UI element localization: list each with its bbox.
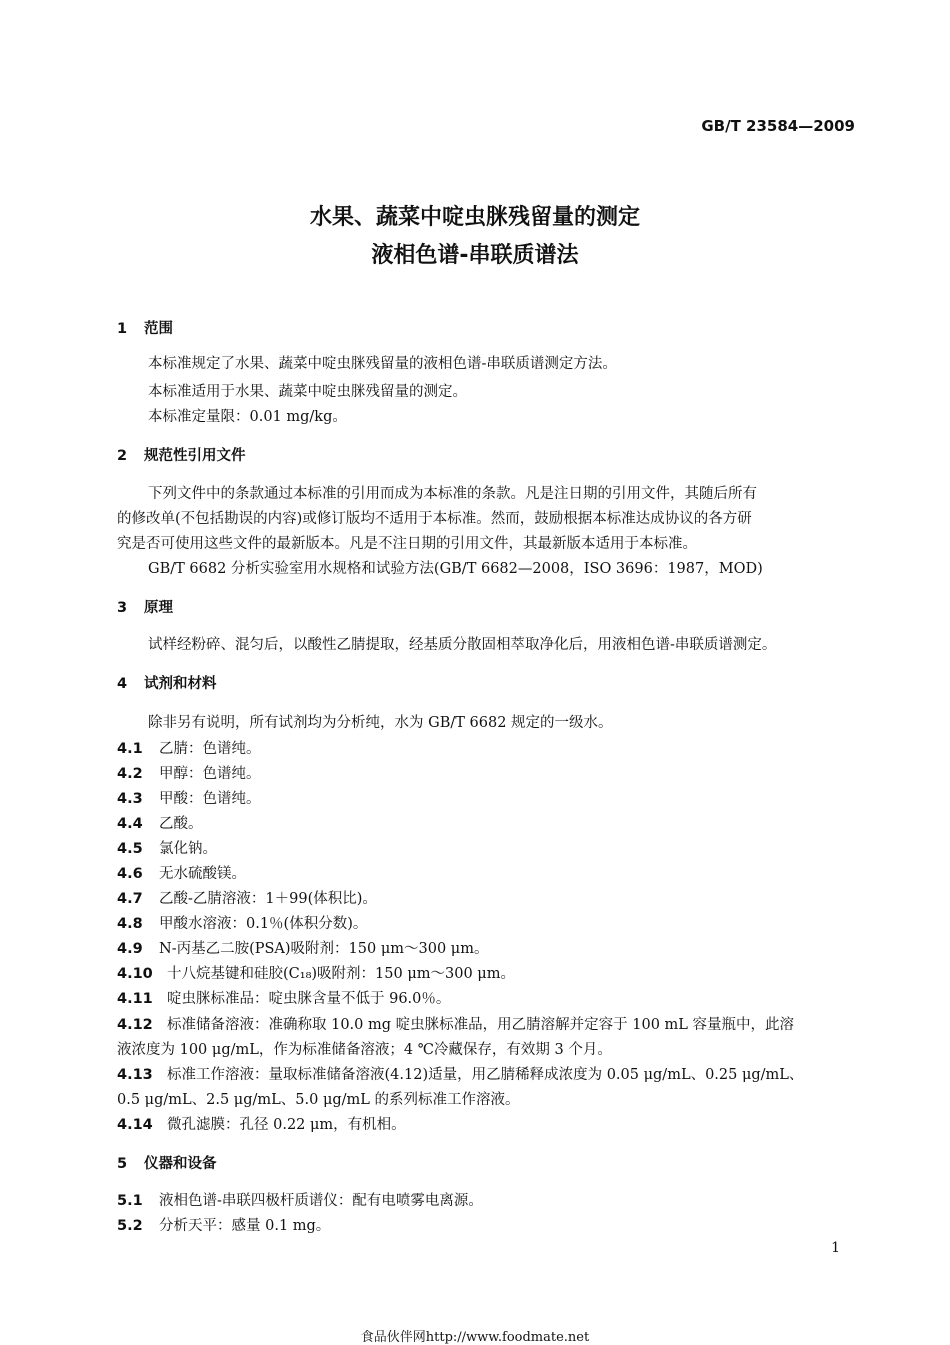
paragraph: 除非另有说明，所有试剂均为分析纯，水为 GB/T 6682 规定的一级水。 [148, 715, 613, 731]
footer-watermark: 食品伙伴网http://www.foodmate.net [360, 1330, 590, 1345]
list-item: 5.2 分析天平：感量 0.1 mg。 [117, 1218, 331, 1234]
list-item: 4.14 微孔滤膜：孔径 0.22 μm，有机相。 [117, 1117, 406, 1133]
section-2-heading: 2 规范性引用文件 [117, 448, 246, 464]
list-item: 5.1 液相色谱-串联四极杆质谱仪：配有电喷雾电离源。 [117, 1193, 483, 1209]
list-item-continuation: 0.5 μg/mL、2.5 μg/mL、5.0 μg/mL 的系列标准工作溶液。 [117, 1092, 520, 1108]
list-item: 4.12 标准储备溶液：准确称取 10.0 mg 啶虫脒标准品，用乙腈溶解并定容于 100 mL 容量瓶中，此溶 [117, 1017, 795, 1033]
list-item: 4.9 N-丙基乙二胺(PSA)吸附剂：150 μm～300 μm。 [117, 941, 489, 957]
page-number: 1 [831, 1240, 840, 1256]
section-4-heading: 4 试剂和材料 [117, 676, 217, 692]
list-item-continuation: 液浓度为 100 μg/mL，作为标准储备溶液；4 ℃冷藏保存，有效期 3 个月。 [117, 1042, 612, 1058]
paragraph: 试样经粉碎、混匀后，以酸性乙腈提取，经基质分散固相萃取净化后，用液相色谱-串联质谱测定。 [148, 637, 777, 653]
list-item: 4.3 甲酸：色谱纯。 [117, 791, 261, 807]
paragraph-line: 下列文件中的条款通过本标准的引用而成为本标准的条款。凡是注日期的引用文件，其随后所有 [148, 486, 757, 502]
list-item: 4.5 氯化钠。 [117, 841, 217, 857]
section-1-heading: 1 范围 [117, 321, 173, 337]
list-item: 4.4 乙酸。 [117, 816, 203, 832]
section-3-heading: 3 原理 [117, 600, 173, 616]
normative-reference: GB/T 6682 分析实验室用水规格和试验方法(GB/T 6682—2008，ISO 3696：1987，MOD) [148, 561, 763, 577]
paragraph: 本标准定量限：0.01 mg/kg。 [148, 409, 347, 425]
list-item: 4.7 乙酸-乙腈溶液：1＋99(体积比)。 [117, 891, 377, 907]
list-item: 4.2 甲醇：色谱纯。 [117, 766, 261, 782]
list-item: 4.13 标准工作溶液：量取标准储备溶液(4.12)适量，用乙腈稀释成浓度为 0.05 μg/mL、0.25 μg/mL、 [117, 1067, 804, 1083]
list-item: 4.11 啶虫脒标准品：啶虫脒含量不低于 96.0％。 [117, 991, 451, 1007]
list-item: 4.10 十八烷基键和硅胶(C₁₈)吸附剂：150 μm～300 μm。 [117, 966, 515, 982]
list-item: 4.6 无水硫酸镁。 [117, 866, 246, 882]
document-title-line2: 液相色谱-串联质谱法 [371, 243, 579, 268]
paragraph-line: 究是否可使用这些文件的最新版本。凡是不注日期的引用文件，其最新版本适用于本标准。 [117, 536, 697, 552]
standard-number: GB/T 23584—2009 [701, 117, 855, 135]
document-title-line1: 水果、蔬菜中啶虫脒残留量的测定 [309, 205, 640, 230]
paragraph: 本标准适用于水果、蔬菜中啶虫脒残留量的测定。 [148, 384, 467, 400]
list-item: 4.8 甲酸水溶液：0.1％(体积分数)。 [117, 916, 368, 932]
list-item: 4.1 乙腈：色谱纯。 [117, 741, 261, 757]
section-5-heading: 5 仪器和设备 [117, 1156, 217, 1172]
paragraph: 本标准规定了水果、蔬菜中啶虫脒残留量的液相色谱-串联质谱测定方法。 [148, 356, 617, 372]
paragraph-line: 的修改单(不包括勘误的内容)或修订版均不适用于本标准。然而，鼓励根据本标准达成协议的各方研 [117, 511, 752, 527]
